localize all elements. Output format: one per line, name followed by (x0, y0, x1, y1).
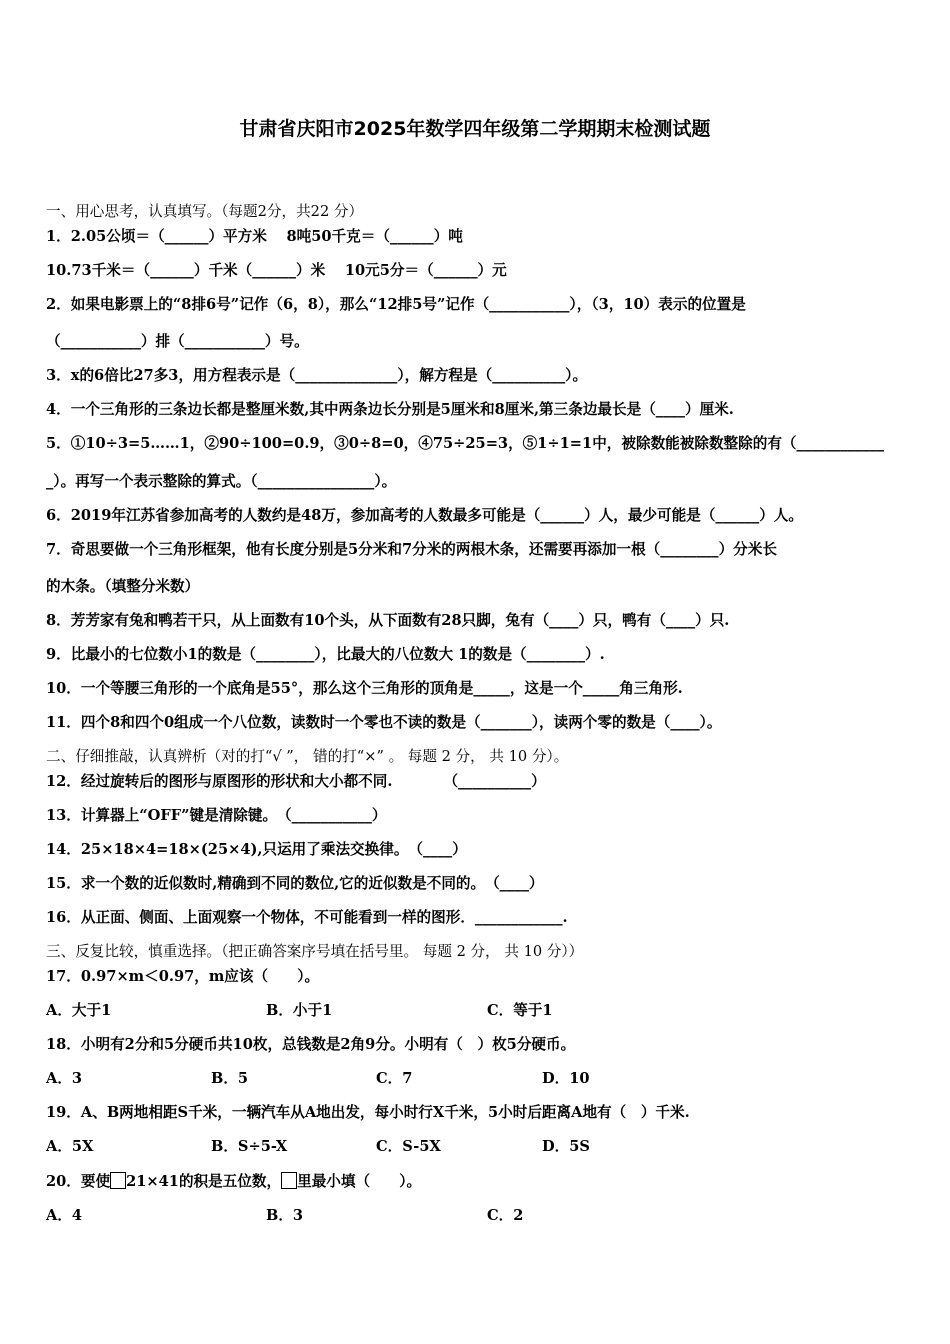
q20-suffix: 里最小填（ ）。 (297, 1173, 422, 1190)
question-16: 16．从正面、侧面、上面观察一个物体，不可能看到一样的图形．____________. (46, 909, 568, 926)
question-7-line-1: 7．奇思要做一个三角形框架，他有长度分别是5分米和7分米的两根木条，还需要再添加一根（________）分米长 (46, 541, 777, 558)
blank-box-icon (281, 1172, 297, 1189)
question-17: 17．0.97×m＜0.97，m应该（ ）。 (46, 968, 320, 985)
page-title: 甘肃省庆阳市2025年数学四年级第二学期期末检测试题 (239, 118, 711, 140)
blank-box-icon (110, 1172, 126, 1189)
q19-option-b: B．S÷5-X (211, 1138, 288, 1155)
q17-option-b: B．小于1 (266, 1002, 333, 1019)
question-7-line-2: 的木条。（填整分米数） (46, 578, 200, 595)
section-2-heading: 二、仔细推敲，认真辨析（对的打“√ ”， 错的打“×” 。 每题 2 分， 共 10 分）。 (46, 748, 569, 765)
question-14: 14．25×18×4=18×(25×4),只运用了乘法交换律。 （____） (46, 841, 467, 858)
question-8: 8．芳芳家有兔和鸭若干只，从上面数有10个头，从下面数有28只脚，兔有（____）只，鸭有（____）只. (46, 612, 730, 629)
question-2-line-1: 2．如果电影票上的“8排6号”记作（6，8），那么“12排5号”记作（___________），（3，10）表示的位置是 (46, 296, 746, 313)
q20-option-c: C．2 (487, 1207, 524, 1224)
question-5-line-1: 5．①10÷3=5……1，②90÷100=0.9，③0÷8=0，④75÷25=3，⑤1÷1=1中，被除数能被除数整除的有（____________ (46, 435, 885, 452)
q18-option-a: A．3 (46, 1070, 83, 1087)
question-1-line-1: 1．2.05公顷＝（______）平方米 8吨50千克＝（______）吨 (46, 228, 463, 245)
q18-option-c: C．7 (376, 1070, 413, 1087)
q19-option-d: D．5S (542, 1138, 590, 1155)
question-1-line-2: 10.73千米＝（______）千米（______）米 10元5分＝（______）元 (46, 262, 507, 279)
question-19: 19．A、B两地相距S千米，一辆汽车从A地出发，每小时行X千米，5小时后距离A地有（ ）千米. (46, 1104, 690, 1121)
question-2-line-2: （___________）排（___________）号。 (46, 333, 309, 350)
q19-option-a: A．5X (46, 1138, 94, 1155)
q18-option-b: B．5 (211, 1070, 249, 1087)
q20-option-b: B．3 (266, 1207, 304, 1224)
q20-option-a: A．4 (46, 1207, 83, 1224)
q17-option-c: C．等于1 (487, 1002, 553, 1019)
question-20 (46, 1172, 421, 1191)
question-4: 4．一个三角形的三条边长都是整厘米数,其中两条边长分别是5厘米和8厘米,第三条边最长是（____）厘米. (46, 401, 734, 418)
question-11: 11．四个8和四个0组成一个八位数，读数时一个零也不读的数是（_______），读两个零的数是（____）。 (46, 714, 722, 731)
q19-option-c: C．S-5X (376, 1138, 441, 1155)
question-3: 3．x的6倍比27多3，用方程表示是（______________），解方程是（__________）。 (46, 367, 588, 384)
q20-prefix: 20．要使 (46, 1173, 111, 1190)
question-9: 9．比最小的七位数小1的数是（________），比最大的八位数大 1的数是（________）. (46, 646, 605, 663)
question-12: 12．经过旋转后的图形与原图形的形状和大小都不同. （__________） (46, 773, 546, 790)
section-1-heading: 一、用心思考，认真填写。（每题2分，共22 分） (46, 203, 364, 220)
section-3-heading: 三、反复比较，慎重选择。（把正确答案序号填在括号里。 每题 2 分， 共 10 分）） (46, 943, 584, 960)
question-15: 15．求一个数的近似数时,精确到不同的数位,它的近似数是不同的。 （____） (46, 875, 544, 892)
q20-middle: 21×41的积是五位数， (126, 1173, 282, 1190)
q18-option-d: D．10 (542, 1070, 590, 1087)
q17-option-a: A．大于1 (46, 1002, 112, 1019)
question-5-line-2: _）。再写一个表示整除的算式。（________________）。 (46, 473, 397, 490)
question-10: 10．一个等腰三角形的一个底角是55°，那么这个三角形的顶角是_____，这是一个_____角三角形. (46, 680, 683, 697)
question-6: 6．2019年江苏省参加高考的人数约是48万，参加高考的人数最多可能是（______）人，最少可能是（______）人。 (46, 507, 803, 524)
question-13: 13．计算器上“OFF”键是清除键。 （___________） (46, 807, 387, 824)
question-18: 18．小明有2分和5分硬币共10枚，总钱数是2角9分。小明有（ ）枚5分硬币。 (46, 1036, 576, 1053)
